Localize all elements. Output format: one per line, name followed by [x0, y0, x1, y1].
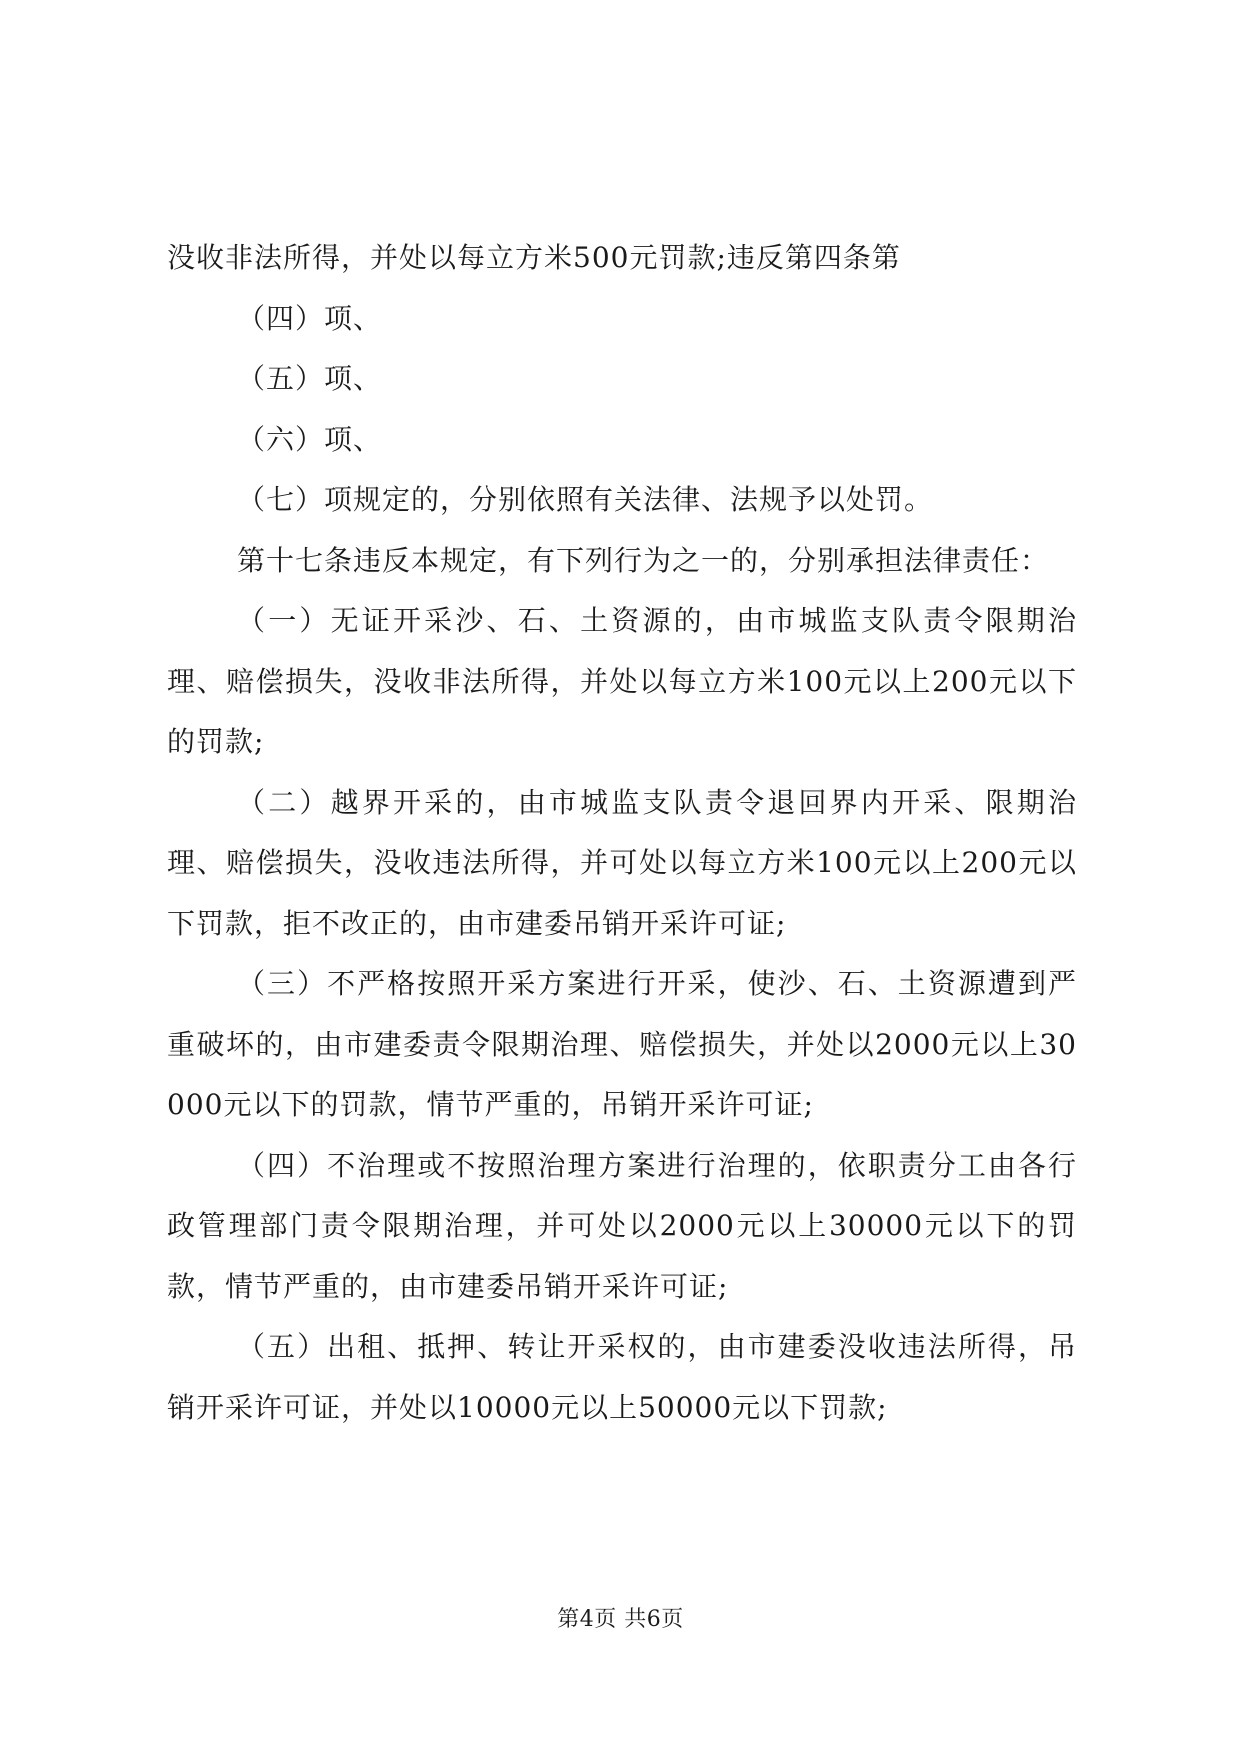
paragraph-clause-two: （二）越界开采的，由市城监支队责令退回界内开采、限期治理、赔偿损失，没收违法所得，并可处以每立方米100元以上200元以下罚款，拒不改正的，由市建委吊销开采许可证;	[167, 785, 1077, 940]
paragraph-item-four: （四）项、	[237, 301, 383, 335]
paragraph-article-seventeen: 第十七条违反本规定，有下列行为之一的，分别承担法律责任：	[237, 543, 1050, 577]
body-text	[167, 228, 1077, 1438]
paragraph-clause-three: （三）不严格按照开采方案进行开采，使沙、石、土资源遭到严重破坏的，由市建委责令限期治理、赔偿损失，并处以2000元以上30000元以下的罚款，情节严重的，吊销开采许可证;	[167, 967, 1077, 1121]
paragraph-item-six: （六）项、	[237, 422, 383, 456]
paragraph-continuation: 没收非法所得，并处以每立方米500元罚款;违反第四条第	[167, 241, 901, 274]
paragraph-item-seven: （七）项规定的，分别依照有关法律、法规予以处罚。	[237, 483, 934, 516]
paragraph-clause-five: （五）出租、抵押、转让开采权的，由市建委没收违法所得，吊销开采许可证，并处以10000元以上50000元以下罚款;	[167, 1330, 1077, 1424]
paragraph-clause-one: （一）无证开采沙、石、土资源的，由市城监支队责令限期治理、赔偿损失，没收非法所得，并处以每立方米100元以上200元以下的罚款;	[167, 604, 1077, 758]
paragraph-item-five: （五）项、	[237, 362, 383, 395]
paragraph-clause-four: （四）不治理或不按照治理方案进行治理的，依职责分工由各行政管理部门责令限期治理，并可处以2000元以上30000元以下的罚款，情节严重的，由市建委吊销开采许可证;	[167, 1148, 1077, 1303]
page-number-footer: 第4页 共6页	[557, 1607, 684, 1632]
